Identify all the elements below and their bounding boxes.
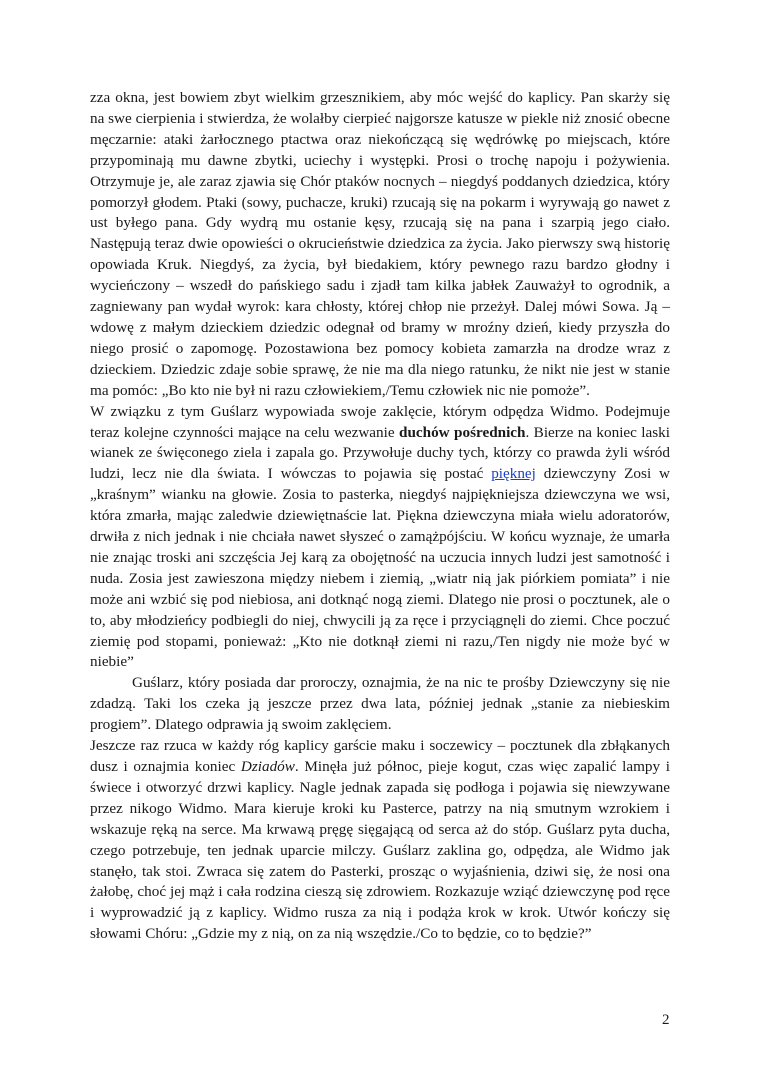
paragraph-3: Guślarz, który posiada dar proroczy, oznajmia, że na nic te prośby Dziewczyny się nie zdadzą. Taki los czeka ją jeszcze przez dwa lata, później jednak „stanie za niebieskim progiem”. Dlatego odprawia ją swoim zaklęciem.	[90, 674, 670, 734]
italic-title-dziadow: Dziadów	[240, 758, 295, 775]
document-body	[90, 88, 670, 945]
paragraph-2	[90, 402, 670, 674]
paragraph-4-text-a: Jeszcze raz rzuca w każdy róg kaplicy garście maku i soczewicy – pocztunek dla zbłąkanych dusz i oznajmia koniec	[90, 737, 670, 775]
bold-term-duchow-posrednich: duchów pośrednich	[399, 423, 526, 441]
paragraph-2-text-a: W związku z tym Guślarz wypowiada swoje zaklęcie, którym odpędza Widmo. Podejmuje teraz kolejne czynności mające na celu wezwanie	[90, 402, 670, 441]
paragraph-4-text-b: . Minęła już północ, pieje kogut, czas więc zapalić lampy i świece i otworzyć drzwi kaplicy. Nagle jednak zapada się podłoga i pojawia się niewzywane przez nikogo Widmo. Mara kieruje kroki ku Pasterce, patrzy na nią smutnym wzrokiem i wskazuje ręką na serce. Ma krwawą pręgę sięgającą od serca aż do stóp. Guślarz pyta ducha, czego potrzebuje, ten jednak uparcie milczy. Guślarz zaklina go, odpędza, ale Widmo jak stanęło, tak stoi. Zwraca się zatem do Pasterki, prosząc o wyjaśnienia, dziwi się, że nosi ona żałobę, choć jej mąż i cała rodzina cieszą się zdrowiem. Rozkazuje wziąć dziewczynę pod ręce i wyprowadzić ją z kaplicy. Widmo rusza za nią i podąża krok w krok. Utwór kończy się słowami Chóru: „Gdzie my z nią, on za nią wszędzie./Co to będzie, co to będzie?”	[90, 758, 670, 943]
paragraph-4	[90, 736, 670, 945]
page-number: 2	[662, 1012, 670, 1028]
paragraph-2-text-b: . Bierze na koniec laski wianek ze święconego ziela i zapala go. Przywołuje duchy tych, którzy co prawda żyli wśród ludzi, lecz nie dla świata. I wówczas to pojawia się postać	[90, 423, 670, 483]
link-pieknej[interactable]: pięknej	[491, 465, 536, 483]
paragraph-1: zza okna, jest bowiem zbyt wielkim grzesznikiem, aby móc wejść do kaplicy. Pan skarży się na swe cierpienia i stwierdza, że wolałby cierpieć najgorsze katusze w piekle niż znosić obecne męczarnie: ataki żarłocznego ptactwa oraz niekończącą się wędrówkę po miejscach, które przypominają mu dawne zbytki, uciechy i występki. Prosi o trochę napoju i pożywienia. Otrzymuje je, ale zaraz zjawia się Chór ptaków nocnych – niegdyś poddanych dziedzica, który pomorzył głodem. Ptaki (sowy, puchacze, kruki) rzucają się na pokarm i wyrywają go nawet z ust byłego pana. Gdy wydrą mu ostanie kęsy, rzucają się na pana i szarpią jego ciało. Następują teraz dwie opowieści o okrucieństwie dziedzica za życia. Jako pierwszy swą historię opowiada Kruk. Niegdyś, za życia, był biedakiem, który pewnego razu bardzo głodny i wycieńczony – wszedł do pańskiego sadu i zjadł tam kilka jabłek Zauważył to ogrodnik, a zagniewany pan wydał wyrok: kara chłosty, której chłop nie przeżył. Dalej mówi Sowa. Ją – wdowę z małym dzieckiem dziedzic odegnał od bramy w mroźny dzień, kiedy przyszła do niego prosić o zapomogę. Pozostawiona bez pomocy kobieta zamarzła na drodze wraz z dzieckiem. Dziedzic zdaje sobie sprawę, że nie ma dla niego ratunku, że nikt nie jest w stanie ma pomóc: „Bo kto nie był ni razu człowiekiem,/Temu człowiek nic nie pomoże”.	[90, 89, 670, 399]
paragraph-2-text-c: dziewczyny Zosi w „kraśnym” wianku na głowie. Zosia to pasterka, niegdyś najpiękniejsza dziewczyna we wsi, która zmarła, mając zaledwie dziewiętnaście lat. Piękna dziewczyna miała wielu adoratorów, drwiła z nich jednak i nie chciała nawet słyszeć o zamążpójściu. W końcu wyznaje, że umarła nie znając troski ani szczęścia Jej karą za obojętność na uczucia innych ludzi jest samotność i nuda. Zosia jest zawieszona między niebem i ziemią, „wiatr nią jak piórkiem pomiata” i nie może ani wzbić się pod niebiosa, ani dotknąć nogą ziemi. Dlatego nie prosi o pocztunek, ale o to, aby młodzieńcy podbiegli do niej, chwycili ją za ręce i przyciągnęli do ziemi. Chce poczuć ziemię pod stopami, ponieważ: „Kto nie dotknął ziemi ni razu,/Ten nigdy nie może być w niebie”	[90, 465, 671, 671]
